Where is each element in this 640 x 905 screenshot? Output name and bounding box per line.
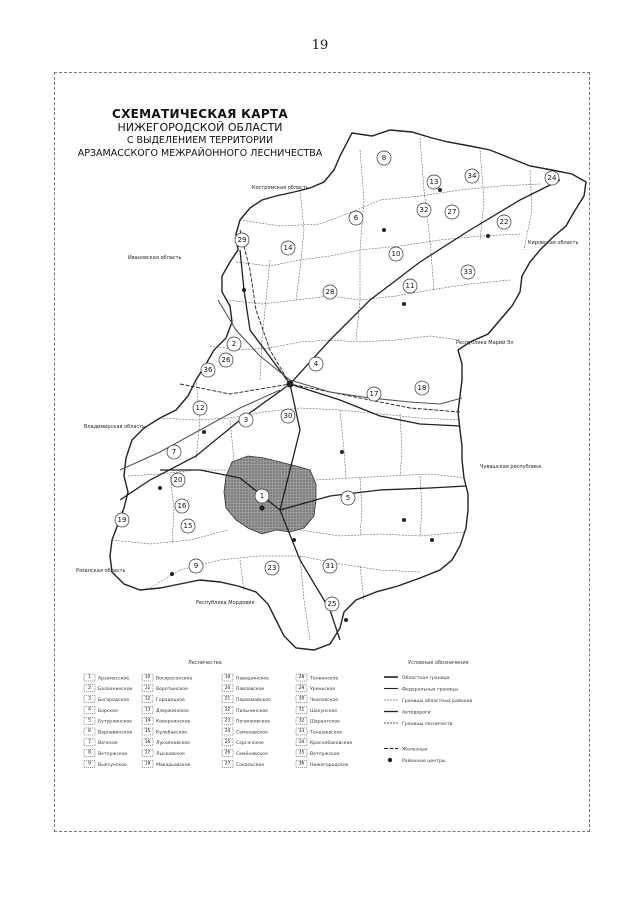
svg-text:1: 1	[259, 492, 265, 500]
legend-forestry-name: Макарьевское	[156, 762, 191, 768]
legend-forestry-item	[142, 706, 189, 713]
legend-forestry-item	[296, 760, 349, 767]
legend-symbol-item	[384, 710, 430, 716]
legend-symbol-name: Районные центры	[402, 759, 446, 764]
legend-number: 30	[298, 696, 305, 702]
legend-number: 22	[224, 707, 231, 713]
legend-symbol-item	[384, 697, 472, 704]
legend-forestry-item	[296, 717, 340, 724]
legend-number: 28	[298, 675, 305, 681]
legend-forestry-item	[84, 760, 127, 767]
legend-number: 3	[88, 696, 91, 702]
legend-number: 7	[88, 739, 91, 745]
svg-text:19: 19	[117, 516, 127, 524]
legend-number: 12	[144, 696, 151, 702]
svg-text:6: 6	[353, 214, 359, 222]
svg-text:13: 13	[429, 178, 439, 186]
legend-forestry-name: Ветлужское	[98, 752, 128, 757]
svg-text:17: 17	[369, 390, 379, 398]
legend-number: 27	[224, 761, 231, 767]
legend-number: 29	[298, 685, 305, 691]
legend-symbol-name: Областная граница	[402, 676, 450, 681]
legend-forestry-item	[222, 760, 264, 767]
legend-number: 18	[144, 761, 151, 767]
legend-number: 14	[144, 718, 151, 724]
legend-symbol-item	[388, 757, 446, 764]
legend-forestry-name: Балахнинское	[98, 687, 133, 693]
legend-number: 34	[298, 739, 305, 745]
legend-forestry-item	[142, 685, 188, 692]
title-line-3: С ВЫДЕЛЕНИЕМ ТЕРРИТОРИИ	[126, 135, 274, 146]
neighbor-label-kirov: Кировская область	[528, 240, 579, 246]
page-number: 19	[311, 38, 329, 53]
legend-forestry-name: Ветлужское	[310, 752, 340, 757]
neighbor-label-mari-el: Республика Марий Эл	[456, 340, 514, 346]
legend-forestry-name: Краснобаковское	[310, 741, 353, 747]
legend-number: 17	[144, 750, 151, 756]
legend-number: 21	[224, 696, 231, 702]
neighbor-label-mordovia: Республика Мордовия	[196, 600, 255, 606]
legend-forestry-name: Навашинское	[236, 676, 269, 682]
legend-forestry-name: Починковское	[236, 719, 271, 725]
legend-forestry-item	[222, 706, 268, 713]
legend-forestry-name: Шахунское	[310, 708, 338, 714]
legend-forestry-name: Вачское	[98, 741, 118, 747]
legend-forestry-name: Сокольское	[236, 762, 265, 768]
legend-number: 8	[88, 750, 91, 756]
svg-text:2: 2	[231, 340, 237, 348]
legend-number: 11	[144, 685, 151, 691]
legend-forestry-item	[84, 728, 133, 735]
legend-forestry-item	[222, 685, 265, 692]
svg-text:22: 22	[499, 218, 509, 226]
legend-forestry-name: Городецкое	[156, 698, 185, 703]
legend-forestry-item	[222, 674, 269, 681]
svg-text:20: 20	[173, 476, 183, 484]
legend-number: 32	[298, 718, 305, 724]
neighbor-label-vladimir: Владимирская область	[84, 424, 146, 430]
svg-text:30: 30	[283, 412, 293, 420]
svg-text:27: 27	[447, 208, 457, 216]
legend-forestry-name: Ковернинское	[156, 719, 191, 725]
legend-symbol-item	[384, 675, 450, 681]
legend-number: 24	[224, 729, 231, 735]
legend-number: 35	[298, 750, 305, 756]
legend-number: 1	[88, 675, 91, 681]
legend-symbol-name: Границы лесничеств	[402, 722, 453, 727]
legend-forestry-name: Тонкинское	[310, 676, 339, 682]
legend-forestry-name: Выксунское	[98, 762, 127, 768]
legend-number: 9	[88, 761, 91, 767]
legend-forestry-name: Воротынское	[156, 687, 188, 693]
legend-forestry-name: Лысковское	[156, 752, 185, 757]
legend-forestry-name: Борское	[98, 708, 118, 714]
legend-number: 2	[88, 685, 91, 691]
legend-forestry-item	[142, 696, 185, 703]
svg-text:15: 15	[183, 522, 193, 530]
legend-forestry-item	[84, 674, 129, 681]
legend-number: 10	[144, 675, 151, 681]
legend-forestry-item	[142, 674, 192, 681]
svg-text:24: 24	[547, 174, 557, 182]
legend-forestry-item	[222, 739, 264, 746]
legend-forestry-item	[222, 750, 268, 757]
legend-number: 36	[298, 761, 305, 767]
legend-forestry-name: Бутурлинское	[98, 719, 133, 725]
svg-text:3: 3	[243, 416, 249, 424]
svg-text:8: 8	[381, 154, 387, 162]
legend-number: 16	[144, 739, 151, 745]
legend-forestry-item	[142, 728, 187, 735]
legend-number: 23	[224, 718, 231, 724]
legend-number: 25	[224, 739, 231, 745]
legend-forestry-item	[84, 706, 118, 713]
legend-number: 19	[224, 675, 231, 681]
legend-forestry-name: Кулебакское	[156, 730, 188, 736]
legend-symbol-item	[384, 687, 458, 693]
legend-forestry-name: Семеновское	[236, 730, 268, 736]
legend-forestry-item	[142, 717, 191, 724]
legend-forestry-item	[84, 750, 128, 757]
title-line-2: НИЖЕГОРОДСКОЙ ОБЛАСТИ	[117, 121, 283, 134]
svg-text:5: 5	[345, 494, 351, 502]
legend-forestry-name: Нижегородское	[310, 762, 349, 768]
legend-symbol-item	[384, 747, 428, 753]
svg-text:36: 36	[203, 366, 213, 374]
legend-forestry-item	[142, 739, 190, 746]
legend-number: 5	[88, 718, 91, 724]
legend-forestry-item	[142, 760, 191, 767]
legend-forestry-item	[84, 739, 118, 746]
svg-text:28: 28	[325, 288, 335, 296]
legend-number: 13	[144, 707, 151, 713]
legend-forestry-name: Семёновское	[236, 752, 268, 757]
svg-text:34: 34	[467, 172, 477, 180]
legend-forestry-name: Лукояновское	[156, 741, 190, 747]
legend-symbol-name: Федеральные границы	[402, 687, 458, 693]
legend-symbol-mark	[388, 758, 392, 762]
legend-forestry-item	[296, 674, 338, 681]
legend-forestry-name: Дзержинское	[156, 708, 189, 714]
svg-text:33: 33	[463, 268, 473, 276]
legend-forestry-item	[84, 717, 132, 724]
legend-symbol-item	[384, 721, 453, 727]
legend-symbol-name: Границы областных районов	[402, 699, 473, 704]
legend-forestry-item	[222, 728, 268, 735]
legend-forestry-name: Богородское	[98, 698, 130, 703]
svg-text:12: 12	[195, 404, 205, 412]
neighbor-label-ryazan: Рязанская область	[76, 568, 126, 574]
svg-text:10: 10	[391, 250, 401, 258]
legend-symbol-name: Железные	[402, 747, 428, 753]
svg-text:14: 14	[283, 244, 293, 252]
svg-text:25: 25	[327, 600, 337, 608]
legend-number: 26	[224, 750, 231, 756]
legend-forestry-item	[222, 696, 271, 703]
title-line-1: СХЕМАТИЧЕСКАЯ КАРТА	[112, 107, 288, 121]
svg-text:32: 32	[419, 206, 429, 214]
svg-text:29: 29	[237, 236, 247, 244]
legend-forestry-name: Тоншаевское	[310, 730, 343, 736]
legend-forestry-name: Воскресенское	[156, 676, 193, 682]
legend-forestry-item	[84, 685, 133, 692]
legend-symbols-header: Условные обозначения	[408, 660, 469, 666]
legend-number: 33	[298, 729, 305, 735]
neighbor-label-ivanovo: Ивановская область	[128, 255, 182, 261]
svg-text:7: 7	[171, 448, 177, 456]
svg-text:26: 26	[221, 356, 231, 364]
legend-forestry-item	[142, 750, 185, 757]
neighbor-label-kostroma: Костромская область	[252, 185, 309, 191]
legend-forestry-item	[296, 728, 342, 735]
svg-text:9: 9	[193, 562, 199, 570]
legend-number: 20	[224, 685, 231, 691]
legend-forestry-item	[296, 706, 337, 713]
legend-number: 15	[144, 729, 151, 735]
legend-forestry-item	[296, 685, 335, 692]
legend-number: 31	[298, 707, 305, 713]
legend-forestry-name: Шарангское	[310, 719, 340, 725]
legend-forestry-name: Сергачское	[236, 741, 264, 747]
legend-forestry-item	[84, 696, 129, 703]
legend-forestry-name: Арзамасское	[98, 676, 130, 682]
title-line-4: АРЗАМАССКОГО МЕЖРАЙОННОГО ЛЕСНИЧЕСТВА	[77, 148, 323, 159]
svg-text:31: 31	[325, 562, 335, 570]
legend-number: 6	[88, 729, 91, 735]
legend-forestries-header: Лесничества	[188, 660, 222, 666]
svg-text:18: 18	[417, 384, 427, 392]
svg-text:4: 4	[313, 360, 319, 368]
legend-forestry-name: Первомайское	[236, 698, 271, 703]
legend-number: 4	[88, 707, 91, 713]
legend-symbol-name: Автодороги	[402, 710, 431, 716]
neighbor-label-chuvash: Чувашская республика	[480, 464, 542, 470]
svg-text:23: 23	[267, 564, 277, 572]
svg-text:16: 16	[177, 502, 187, 510]
legend-forestry-name: Уреньское	[310, 687, 336, 693]
legend-forestry-item	[296, 696, 338, 703]
legend-forestry-item	[222, 717, 270, 724]
svg-text:11: 11	[405, 282, 415, 290]
legend-forestry-name: Варнавинское	[98, 730, 133, 736]
legend-forestry-name: Павловское	[236, 687, 265, 693]
legend-forestry-name: Пильнинское	[236, 708, 269, 714]
legend-forestry-item	[296, 739, 352, 746]
legend-forestry-item	[296, 750, 340, 757]
legend-forestry-name: Чкаловское	[310, 698, 339, 703]
